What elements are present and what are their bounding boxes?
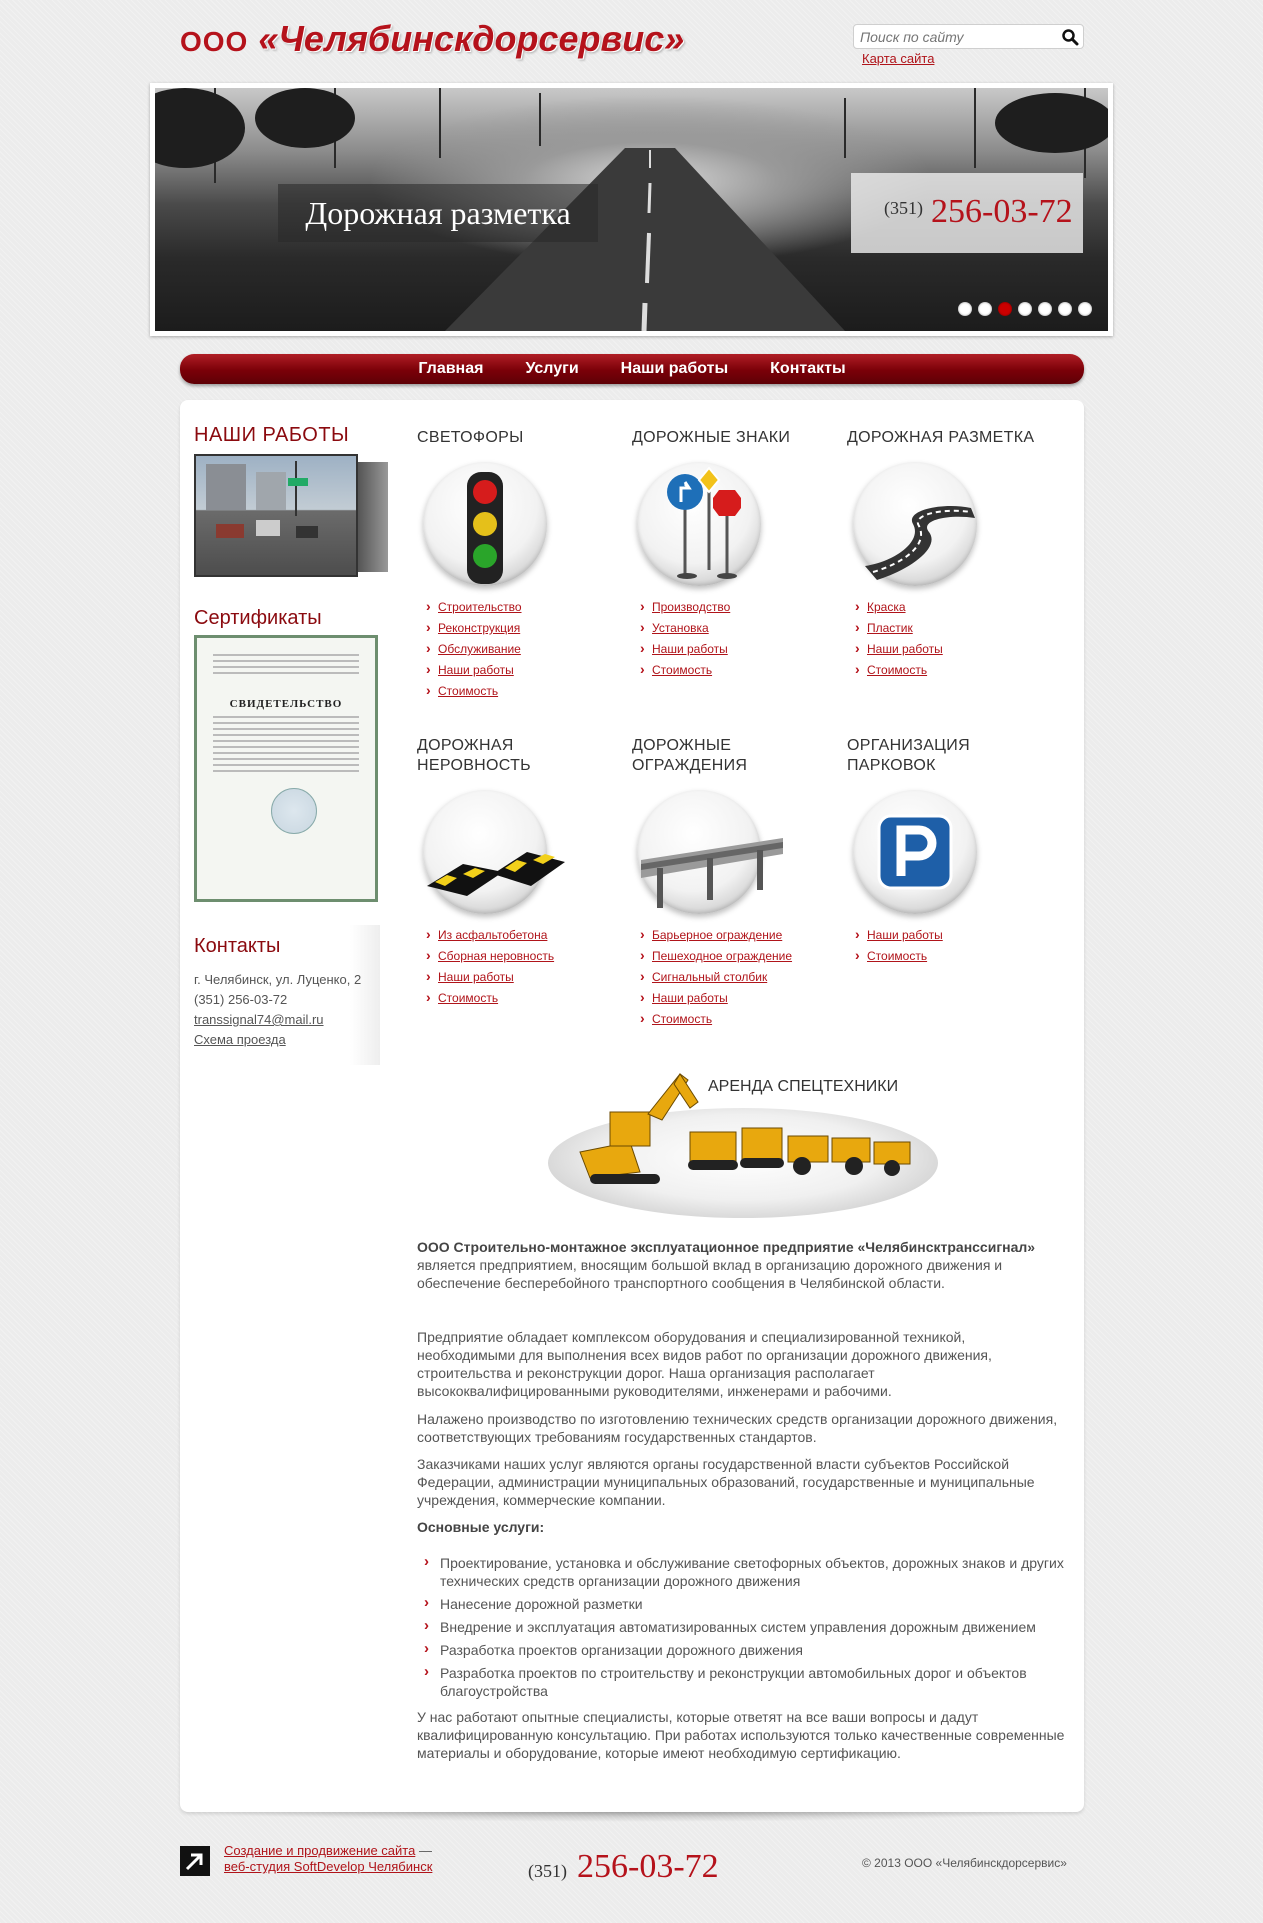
slider-dot[interactable]: [1038, 302, 1052, 316]
category-title[interactable]: ДОРОЖНАЯ РАЗМЕТКА: [847, 429, 1035, 446]
road-signs-illustration: [637, 462, 761, 586]
category-links: [424, 928, 554, 1012]
nav-item-home[interactable]: Главная: [418, 360, 484, 377]
hero-phone: [851, 173, 1083, 253]
contact-email-link[interactable]: transsignal74@mail.ru: [194, 1012, 324, 1027]
search-icon[interactable]: [1061, 28, 1079, 46]
category-links: [424, 600, 522, 705]
slider-dot-active[interactable]: [998, 302, 1012, 316]
arrow-icon: [180, 1846, 210, 1876]
sitemap-link[interactable]: Карта сайта: [862, 51, 935, 66]
hero-image: [155, 88, 1108, 331]
category-title[interactable]: [847, 736, 970, 776]
paragraph: У нас работают опытные специалисты, которые ответят на все ваши вопросы и дадут квалифицированную консультацию. При работах используются только качественные современные материалы и оборудование, которые имеют необходимую сертификацию.: [417, 1709, 1065, 1761]
contacts-heading: Контакты: [194, 935, 281, 957]
certificate-image[interactable]: [194, 635, 378, 902]
category-link[interactable]: › Производство: [638, 600, 730, 621]
hero-caption: Дорожная разметка: [278, 184, 598, 242]
service-item: › Нанесение дорожной разметки: [424, 1595, 1064, 1613]
guardrail-illustration: [637, 790, 787, 914]
category-link[interactable]: › Из асфальтобетона: [424, 928, 554, 949]
parking-sign-illustration: [853, 790, 977, 914]
contact-map-link[interactable]: Схема проезда: [194, 1032, 286, 1047]
category-links: [638, 600, 730, 684]
category-links: [638, 928, 792, 1033]
service-item: › Разработка проектов по строительству и реконструкции автомобильных дорог и объектов благоустройства: [424, 1664, 1064, 1700]
search-input[interactable]: [854, 25, 1061, 48]
category-title[interactable]: [417, 736, 531, 776]
category-title-line: ДОРОЖНЫЕ: [632, 737, 732, 754]
guardrail-icon[interactable]: [637, 790, 761, 914]
category-link[interactable]: › Обслуживание: [424, 642, 522, 663]
category-link[interactable]: › Стоимость: [638, 1012, 792, 1033]
contact-address: г. Челябинск, ул. Луценко, 2: [194, 972, 362, 987]
category-link[interactable]: › Наши работы: [638, 991, 792, 1012]
certificates-heading: Сертификаты: [194, 607, 322, 629]
road-marking-illustration: [853, 462, 977, 586]
category-link[interactable]: › Установка: [638, 621, 730, 642]
main-nav: [180, 354, 1084, 384]
parking-icon[interactable]: [853, 790, 977, 914]
service-item: › Внедрение и эксплуатация автоматизированных систем управления дорожным движением: [424, 1618, 1064, 1636]
works-photo-illustration: [196, 456, 356, 575]
category-link[interactable]: › Стоимость: [424, 991, 554, 1012]
category-title[interactable]: [632, 736, 747, 776]
category-link[interactable]: › Наши работы: [638, 642, 730, 663]
studio-credit: [224, 1843, 432, 1875]
category-link[interactable]: › Наши работы: [853, 928, 943, 949]
intro-paragraph: [417, 1238, 1065, 1292]
services-list: [424, 1554, 1064, 1705]
category-title[interactable]: СВЕТОФОРЫ: [417, 429, 524, 446]
works-gallery-stack: [358, 462, 388, 572]
category-link[interactable]: › Сборная неровность: [424, 949, 554, 970]
service-item: › Разработка проектов организации дорожного движения: [424, 1641, 1064, 1659]
logo-prefix: ООО: [180, 26, 249, 57]
nav-item-contacts[interactable]: Контакты: [770, 360, 846, 377]
footer-phone-number: 256-03-72: [577, 1848, 719, 1885]
services-heading: Основные услуги:: [417, 1519, 545, 1535]
contact-phone: (351) 256-03-72: [194, 992, 288, 1007]
category-link[interactable]: › Реконструкция: [424, 621, 522, 642]
slider-dot[interactable]: [978, 302, 992, 316]
certificate-doc-title: СВИДЕТЕЛЬСТВО: [229, 698, 343, 710]
traffic-light-icon[interactable]: [423, 462, 547, 586]
credit-separator: —: [415, 1843, 432, 1858]
category-link[interactable]: › Пешеходное ограждение: [638, 949, 792, 970]
category-link[interactable]: › Наши работы: [424, 970, 554, 991]
category-link[interactable]: › Стоимость: [853, 663, 943, 684]
paragraph: Предприятие обладает комплексом оборудования и специализированной техникой, необходимыми для выполнения всех видов работ по организации дорожного движения, строительства и реконструкции дорог. Наша организация располагает высококвалифицированными руководителями, инженерами и рабочими.: [417, 1329, 992, 1399]
copyright: © 2013 ООО «Челябинскдорсервис»: [862, 1856, 1067, 1870]
works-heading: НАШИ РАБОТЫ: [194, 424, 350, 446]
slider-dot[interactable]: [1058, 302, 1072, 316]
slider-dot[interactable]: [1078, 302, 1092, 316]
slider-dots: [958, 302, 1092, 316]
category-title[interactable]: ДОРОЖНЫЕ ЗНАКИ: [632, 429, 791, 446]
stamp-icon: [271, 788, 317, 834]
logo-name: «Челябинскдорсервис»: [258, 18, 685, 59]
category-link[interactable]: › Барьерное ограждение: [638, 928, 792, 949]
speed-bump-icon[interactable]: [423, 790, 547, 914]
category-title-line: ДОРОЖНАЯ: [417, 737, 514, 754]
road-signs-icon[interactable]: [637, 462, 761, 586]
studio-link-seo[interactable]: Создание и продвижение сайта: [224, 1843, 416, 1858]
road-marking-icon[interactable]: [853, 462, 977, 586]
speed-bump-illustration: [423, 790, 573, 914]
paragraph: Заказчиками наших услуг являются органы государственной власти субъектов Российской Федерации, администрации муниципальных образований, государственные и муниципальные учреждения, коммерческие компании.: [417, 1456, 1035, 1508]
category-link[interactable]: › Наши работы: [853, 642, 943, 663]
category-link[interactable]: › Сигнальный столбик: [638, 970, 792, 991]
company-full-name: ООО Строительно-монтажное эксплуатационное предприятие «Челябинсктранссигнал»: [417, 1239, 1036, 1255]
footer-phone-code: (351): [528, 1861, 567, 1881]
category-link[interactable]: › Стоимость: [424, 684, 522, 705]
category-title-line: ПАРКОВОК: [847, 757, 936, 774]
studio-logo-icon[interactable]: [180, 1846, 210, 1876]
category-link[interactable]: › Строительство: [424, 600, 522, 621]
category-links: [853, 600, 943, 684]
category-link[interactable]: › Стоимость: [853, 949, 943, 970]
studio-link[interactable]: веб-студия SoftDevelop Челябинск: [224, 1859, 433, 1874]
hero-phone-number: 256-03-72: [931, 193, 1073, 230]
category-title-line: ОГРАЖДЕНИЯ: [632, 757, 748, 774]
category-links: [853, 928, 943, 970]
intro-text: является предприятием, вносящим большой вклад в организацию дорожного движения и обеспечение бесперебойного транспортного сообщения в Челябинской области.: [417, 1257, 1003, 1291]
site-logo[interactable]: [180, 18, 684, 60]
category-link[interactable]: › Пластик: [853, 621, 943, 642]
category-link[interactable]: › Стоимость: [638, 663, 730, 684]
nav-item-works[interactable]: Наши работы: [620, 360, 729, 377]
category-title-line: НЕРОВНОСТЬ: [417, 757, 531, 774]
footer-phone: [528, 1848, 719, 1886]
slider-dot[interactable]: [958, 302, 972, 316]
traffic-light-illustration: [423, 462, 547, 586]
search-box: [853, 24, 1084, 49]
category-link[interactable]: › Краска: [853, 600, 943, 621]
service-item: › Проектирование, установка и обслуживание светофорных объектов, дорожных знаков и других технических средств организации дорожного движения: [424, 1554, 1064, 1590]
nav-item-services[interactable]: Услуги: [525, 360, 579, 377]
slider-dot[interactable]: [1018, 302, 1032, 316]
category-title-line: ОРГАНИЗАЦИЯ: [847, 737, 970, 754]
category-link[interactable]: › Наши работы: [424, 663, 522, 684]
hero-phone-code: (351): [884, 198, 923, 218]
works-photo[interactable]: [194, 454, 358, 577]
rental-title[interactable]: АРЕНДА СПЕЦТЕХНИКИ: [708, 1078, 899, 1095]
hero-slider: [150, 83, 1113, 336]
paragraph: Налажено производство по изготовлению технических средств организации дорожного движения, соответствующих требованиям государственных стандартов.: [417, 1411, 1058, 1445]
